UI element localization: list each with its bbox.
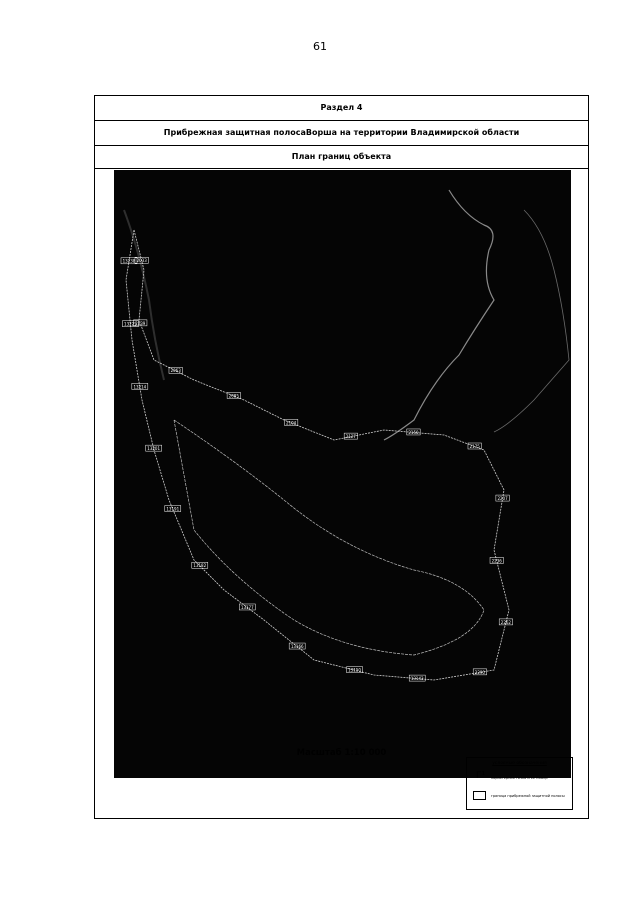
map-scale: Масштаб 1:10 000	[296, 748, 387, 758]
section-title: Раздел 4	[95, 96, 588, 121]
point-label: 13177	[240, 604, 254, 610]
point-label: 2127	[345, 434, 356, 440]
point-label: 2085	[228, 393, 239, 399]
point-symbol-icon: Г¹	[476, 771, 486, 781]
point-label: 13182	[193, 563, 207, 569]
point-label: 2175	[469, 443, 480, 449]
point-label: 13214	[133, 384, 147, 390]
point-label: 2150	[408, 429, 419, 435]
point-label: 2033	[136, 258, 147, 264]
boundary-map	[114, 170, 571, 778]
page-number: 61	[313, 40, 327, 53]
legend	[466, 757, 573, 810]
point-label: 13238	[122, 258, 136, 264]
point-label: 13150	[348, 667, 361, 673]
map-canvas	[114, 170, 571, 778]
point-label: 2104	[286, 420, 297, 426]
point-label: 2039	[135, 320, 146, 326]
point-label: 13201	[147, 446, 161, 452]
point-label: 13191	[166, 506, 180, 512]
legend-title: условные обозначения	[492, 761, 547, 766]
document-frame	[94, 95, 589, 819]
legend-item-boundary: граница прибрежной защитной полосы	[491, 794, 565, 798]
legend-item-point: характерная точка и ее номер	[491, 776, 548, 780]
object-title: Прибрежная защитная полосаВорша на территории Владимирской области	[95, 121, 588, 146]
point-label: 2063	[170, 368, 181, 374]
point-label: 2236	[491, 558, 502, 564]
point-label: 2262	[500, 619, 511, 625]
point-label: 2207	[497, 495, 508, 501]
point-label: 13143	[410, 676, 424, 682]
point-label: 2290	[474, 669, 485, 675]
point-label: 13225	[124, 321, 137, 327]
boundary-symbol-icon	[473, 791, 486, 800]
plan-title: План границ объекта	[95, 146, 588, 169]
point-label: 13166	[290, 643, 304, 649]
